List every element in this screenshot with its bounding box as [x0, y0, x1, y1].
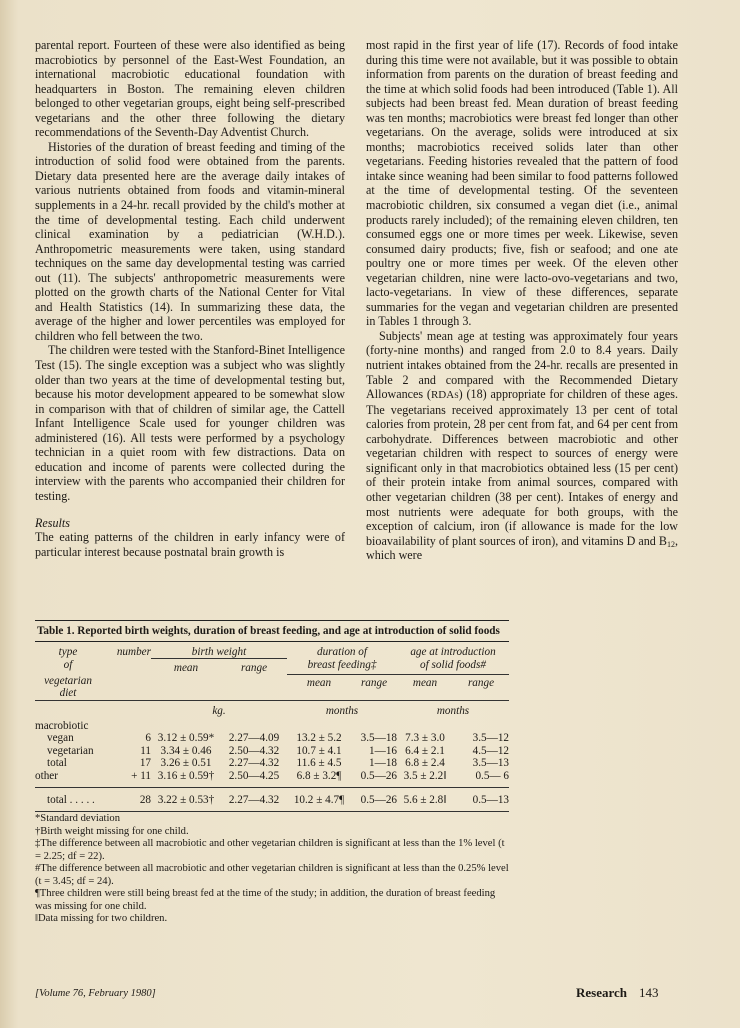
table-top-rule — [35, 620, 509, 621]
body-paragraph: The eating patterns of the children in early infancy were of particular interest because postnatal brain growth is — [35, 530, 345, 559]
cell-sf-range: 0.5—13 — [453, 788, 509, 812]
data-table — [35, 642, 509, 812]
text-span: ) (18) appropriate for children of these ages. The vegetarians received approximately 13 per cent of total calories from protein, 28 per cent from fat, and 64 per cent from carbohydrate. Differences between macrobiotic and other vegetarian children with respect to sources of energy were significant only in that macrobiotics obtained less (15 per cent) of their protein intake from animal sources, compared with other vegetarian children (38 per cent). Intakes of energy and most nutrients were adequate for both groups, with the exception of calcium, iron (if allowance is made for the low bioavailability of plant sources of iron), and vitamins D and B — [366, 387, 678, 548]
subscript: 12 — [666, 539, 675, 549]
cell-bf-range: 0.5—26 — [351, 770, 397, 788]
cell-number: 6 — [145, 732, 151, 745]
header-mean: mean — [412, 677, 438, 690]
header-age: age at introduction — [410, 646, 496, 658]
cell-bw-range: 2.50—4.25 — [221, 770, 287, 788]
cell-bw-range: 2.27—4.32 — [228, 757, 280, 770]
table-title: Table 1. Reported birth weights, duration of breast feeding, and age at introduction of solid foods — [37, 625, 500, 637]
table-row — [35, 732, 509, 744]
row-label: vegetarian — [47, 744, 94, 757]
cell-sf-range: 4.5—12 — [472, 744, 509, 757]
cell-bw-mean: 3.26 ± 0.51 — [160, 757, 212, 770]
cell-bf-range: 1—16 — [369, 744, 397, 757]
cell-sf-mean: 5.6 ± 2.8‖ — [397, 788, 453, 812]
table-total-row — [35, 788, 509, 812]
section-heading: Results — [35, 515, 70, 530]
body-paragraph: The children were tested with the Stanford-Binet Intelligence Test (15). The single exception was a subject who was slightly older than two years at the time of developmental testing but, because his motor development appeared to be somewhat slow in comparison with that of children of similar age, the Cattell Infant Intelligence Scale used for younger children was administered (16). All tests were performed by a psychology technician in a quiet room with few distractions. Data on education and income of parents were collected during the interview with the parents who accompanied their children for testing. — [35, 343, 345, 503]
cell-bf-mean: 6.8 ± 3.2¶ — [287, 770, 351, 788]
header-range: range — [467, 677, 495, 690]
page-number: 143 — [639, 985, 659, 1000]
cell-bf-mean: 13.2 ± 5.2 — [296, 732, 342, 745]
footnote: *Standard deviation — [35, 813, 121, 824]
right-column — [366, 38, 678, 563]
row-label: other — [35, 770, 101, 788]
footnote: ‡The difference between all macrobiotic and other vegetarian children is significant at less than the 1% level (t = 2.25; df = 22). — [35, 838, 505, 862]
table-footnotes — [35, 813, 509, 926]
cell-bf-range: 1—18 — [369, 757, 397, 770]
header-range: range — [360, 677, 388, 690]
cell-bw-range: 2.50—4.32 — [228, 744, 280, 757]
header-type-line: diet — [59, 687, 77, 700]
table-row — [35, 757, 509, 769]
cell-sf-mean: 6.8 ± 2.4 — [405, 757, 445, 770]
text-span: , which were — [366, 533, 678, 563]
header-number: number — [116, 646, 151, 658]
cell-bf-range: 3.5—18 — [360, 732, 397, 745]
cell-bf-mean: 10.7 ± 4.1 — [296, 744, 342, 757]
body-paragraph: Histories of the duration of breast feeding and timing of the introduction of solid food were obtained from the parents. Dietary data presented here are the average daily intakes of various nutrients obtained from foods and vitamin-mineral supplements in a 24-hr. recall provided by the child's mother at the time of developmental testing. Each child underwent clinical examination by a pediatrician (W.H.D.). Anthropometric measurements were taken, using standard techniques on the same day developmental testing was carried out (11). The subjects' anthropometric measurements were plotted on the growth charts of the National Center for Vital and Health Statistics (14). In summarizing these data, the average of the higher and lower percentiles was employed for children who fell between the two. — [35, 139, 345, 343]
cell-sf-range: 3.5—12 — [472, 732, 509, 745]
cell-bw-range: 2.27—4.09 — [228, 732, 280, 745]
cell-sf-mean: 6.4 ± 2.1 — [405, 744, 445, 757]
header-range: range — [240, 662, 268, 675]
header-type-line: of — [63, 658, 73, 671]
cell-sf-mean: 7.3 ± 3.0 — [405, 732, 445, 745]
group-label: macrobiotic — [35, 720, 89, 733]
cell-number: 11 — [140, 744, 151, 757]
footnote: ¶Three children were still being breast fed at the time of the study; in addition, the duration of breast feeding was missing for one child. — [35, 888, 496, 912]
footnote: †Birth weight missing for one child. — [35, 825, 189, 837]
section-name: Research — [576, 985, 628, 1000]
unit-kg: kg. — [151, 700, 287, 717]
cell-bf-mean: 11.6 ± 4.5 — [296, 757, 342, 770]
cell-bw-mean: 3.16 ± 0.59† — [151, 770, 221, 788]
header-mean: mean — [306, 677, 332, 690]
unit-months: months — [287, 700, 397, 717]
table-1 — [35, 620, 509, 812]
cell-sf-range: 3.5—13 — [472, 757, 509, 770]
footnote: #The difference between all macrobiotic and other vegetarian children is significant at less than the 0.25% level (t = 3.45; df = 24). — [35, 863, 509, 887]
footnote: ‖Data missing for two children. — [35, 913, 168, 924]
cell-number: + 11 — [101, 770, 151, 788]
header-birth-weight: birth weight — [151, 642, 287, 659]
cell-bf-mean: 10.2 ± 4.7¶ — [287, 788, 351, 812]
cell-bf-range: 0.5—26 — [351, 788, 397, 812]
left-column — [35, 38, 345, 559]
cell-number: 17 — [139, 757, 151, 770]
header-duration: duration of — [316, 646, 368, 658]
header-type-line: vegetarian — [44, 674, 92, 687]
cell-sf-range: 0.5— 6 — [453, 770, 509, 788]
running-footer — [576, 985, 659, 1001]
abbreviation: RDAs — [430, 389, 459, 402]
row-label: total — [47, 757, 67, 770]
unit-months: months — [397, 700, 509, 717]
header-duration-line: breast feeding‡ — [287, 659, 397, 675]
cell-bw-range: 2.27—4.32 — [221, 788, 287, 812]
text-span: Subjects' mean age at testing was approximately four years (forty-nine months) and ranged from 2.0 to 8.4 years. Daily nutrient intakes obtained from the 24-hr. recalls are presented in Table 2 and compared with the Recommended Dietary Allowances ( — [366, 328, 678, 402]
cell-sf-mean: 3.5 ± 2.2‖ — [397, 770, 453, 788]
table-row — [35, 745, 509, 757]
cell-bw-mean: 3.34 ± 0.46 — [160, 744, 212, 757]
table-row — [35, 770, 509, 788]
cell-number: 28 — [101, 788, 151, 812]
cell-bw-mean: 3.22 ± 0.53† — [151, 788, 221, 812]
body-paragraph: parental report. Fourteen of these were also identified as being macrobiotics by personnel of the East-West Foundation, an international macrobiotic educational foundation with headquarters in Boston. The remaining eleven children belonged to other vegetarian groups, eight being self-prescribed vegetarians and the other three following the dietary recommendations of the Seventh-Day Adventist Church. — [35, 38, 345, 140]
header-age-line: of solid foods# — [397, 659, 509, 675]
row-label: total . . . . . — [35, 788, 101, 812]
journal-citation: [Volume 76, February 1980] — [35, 988, 156, 999]
header-mean: mean — [173, 662, 199, 675]
header-type: type — [58, 646, 78, 658]
body-paragraph — [366, 329, 678, 563]
cell-bw-mean: 3.12 ± 0.59* — [157, 732, 215, 745]
row-label: vegan — [47, 732, 74, 745]
body-paragraph: most rapid in the first year of life (17). Records of food intake during this time were not available, but it was possible to obtain information from parents on the duration of breast feeding and the time at which solid foods had been introduced (Table 1). All subjects had been breast fed. Mean duration of breast feeding was ten months; macrobiotics were breast fed longer than other vegetarians. On the average, solids were introduced at six months; macrobiotics received solids later than other vegetarians. Feeding histories revealed that the pattern of food intake since weaning had been similar to food patterns followed at the time of developmental testing. Of the seventeen macrobiotic children, six consumed a vegan diet (i.e., animal products rarely included); of the remaining eleven children, ten consumed eggs one or more times per week. Likewise, seven consumed dairy products; five, fish or seafood; and one ate poultry one or more times per week. Of the eleven other vegetarian children, nine were lacto-ovo-vegetarians and two, lacto-vegetarians. In view of these differences, separate summaries for the vegan and vegetarian children are presented in Tables 1 through 3. — [366, 38, 678, 329]
